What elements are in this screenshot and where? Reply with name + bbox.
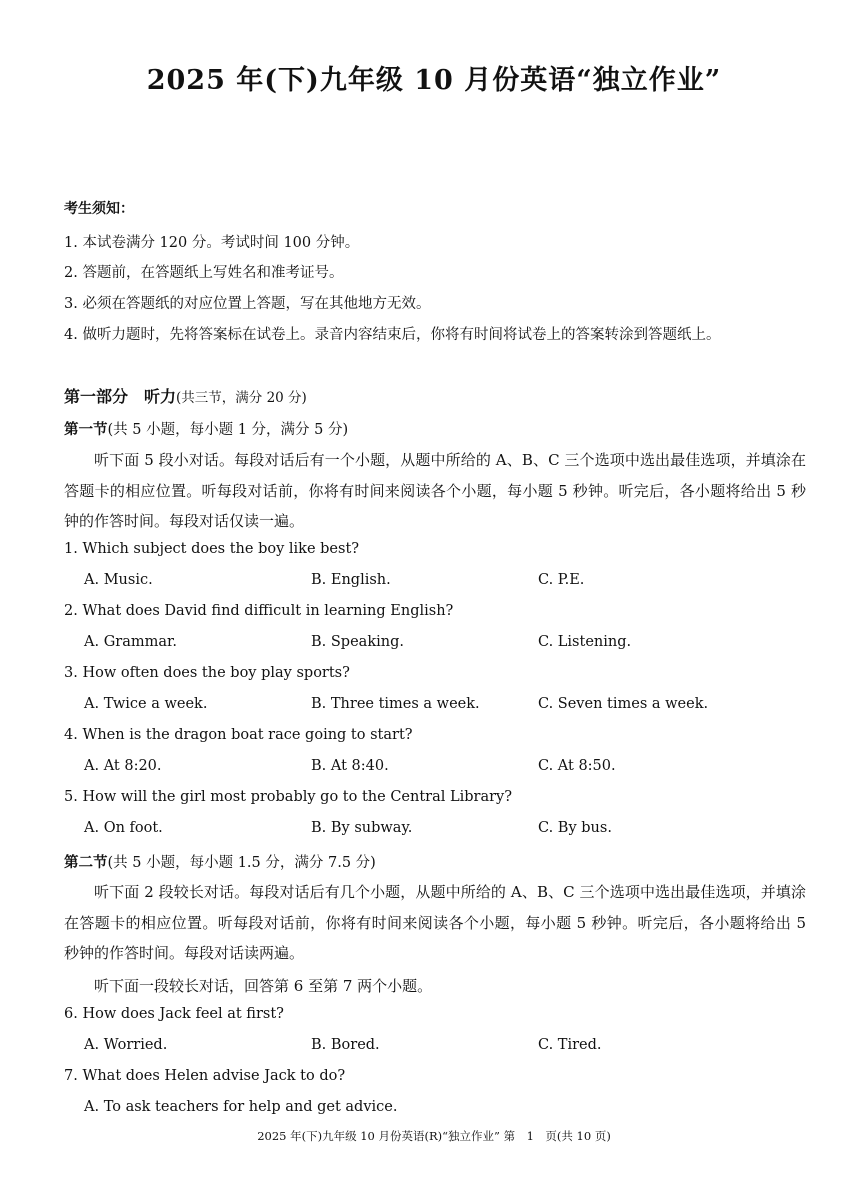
question: 1. Which subject does the boy like best? [64, 541, 360, 557]
page-footer: 2025 年(下)九年级 10 月份英语(R)“独立作业” 第 1 页(共 10 页) [257, 1129, 611, 1143]
notice-item: 3. 必须在答题纸的对应位置上答题，写在其他地方无效。 [64, 296, 431, 312]
section2-instructions: 听下面 2 段较长对话。每段对话后有几个小题，从题中所给的 A、B、C 三个选项中选出最佳选项，并填涂在答题卡的相应位置。听每段对话前，你将有时间来阅读各个小题，每小题 5 秒钟。听完后，各小题将给出 5 秒钟的作答时间。每段对话读两遍。 [64, 883, 806, 962]
option-a: A. Twice a week. [84, 696, 208, 712]
notice-item: 4. 做听力题时，先将答案标在试卷上。录音内容结束后，你将有时间将试卷上的答案转涂到答题纸上。 [64, 327, 721, 343]
section1-heading [64, 418, 348, 439]
option-a: A. Grammar. [84, 634, 177, 650]
part1-title: 第一部分 听力 [64, 387, 177, 406]
question: 3. How often does the boy play sports? [64, 665, 350, 681]
option-a: A. Music. [84, 572, 153, 588]
option-b: B. English. [311, 572, 391, 588]
option-a: A. At 8:20. [84, 758, 162, 774]
option-c: C. Tired. [538, 1037, 602, 1053]
page-title: 2025 年(下)九年级 10 月份英语“独立作业” [146, 65, 722, 96]
option-b: B. By subway. [311, 820, 413, 836]
section1-title: 第一节 [64, 421, 108, 438]
notice-heading: 考生须知： [64, 201, 134, 217]
question: 4. When is the dragon boat race going to start? [64, 727, 413, 743]
option-b: B. At 8:40. [311, 758, 389, 774]
option-c: C. At 8:50. [538, 758, 616, 774]
section2-heading [64, 851, 376, 872]
option-c: C. By bus. [538, 820, 612, 836]
option-b: B. Bored. [311, 1037, 380, 1053]
option-c: C. Seven times a week. [538, 696, 709, 712]
option-c: C. P.E. [538, 572, 585, 588]
option-a: A. To ask teachers for help and get advice. [84, 1099, 398, 1115]
question: 5. How will the girl most probably go to the Central Library? [64, 789, 512, 805]
notice-item: 1. 本试卷满分 120 分。考试时间 100 分钟。 [64, 235, 360, 251]
dialogue-intro: 听下面一段较长对话，回答第 6 至第 7 两个小题。 [94, 977, 433, 995]
part1-note: (共三节，满分 20 分) [176, 390, 307, 406]
option-a: A. On foot. [84, 820, 163, 836]
option-a: A. Worried. [84, 1037, 168, 1053]
section1-instructions: 听下面 5 段小对话。每段对话后有一个小题，从题中所给的 A、B、C 三个选项中选出最佳选项，并填涂在答题卡的相应位置。听每段对话前，你将有时间来阅读各个小题，每小题 5 秒钟。听完后，各小题将给出 5 秒钟的作答时间。每段对话仅读一遍。 [64, 451, 806, 530]
section2-title: 第二节 [64, 854, 108, 871]
option-c: C. Listening. [538, 634, 632, 650]
option-b: B. Speaking. [311, 634, 404, 650]
section1-note: (共 5 小题，每小题 1 分，满分 5 分) [107, 422, 349, 438]
question: 6. How does Jack feel at first? [64, 1006, 284, 1022]
option-b: B. Three times a week. [311, 696, 480, 712]
section2-note: (共 5 小题，每小题 1.5 分，满分 7.5 分) [107, 855, 376, 871]
part1-heading [64, 384, 307, 407]
question: 7. What does Helen advise Jack to do? [64, 1068, 346, 1084]
notice-item: 2. 答题前，在答题纸上写姓名和准考证号。 [64, 265, 344, 281]
question: 2. What does David find difficult in learning English? [64, 603, 454, 619]
